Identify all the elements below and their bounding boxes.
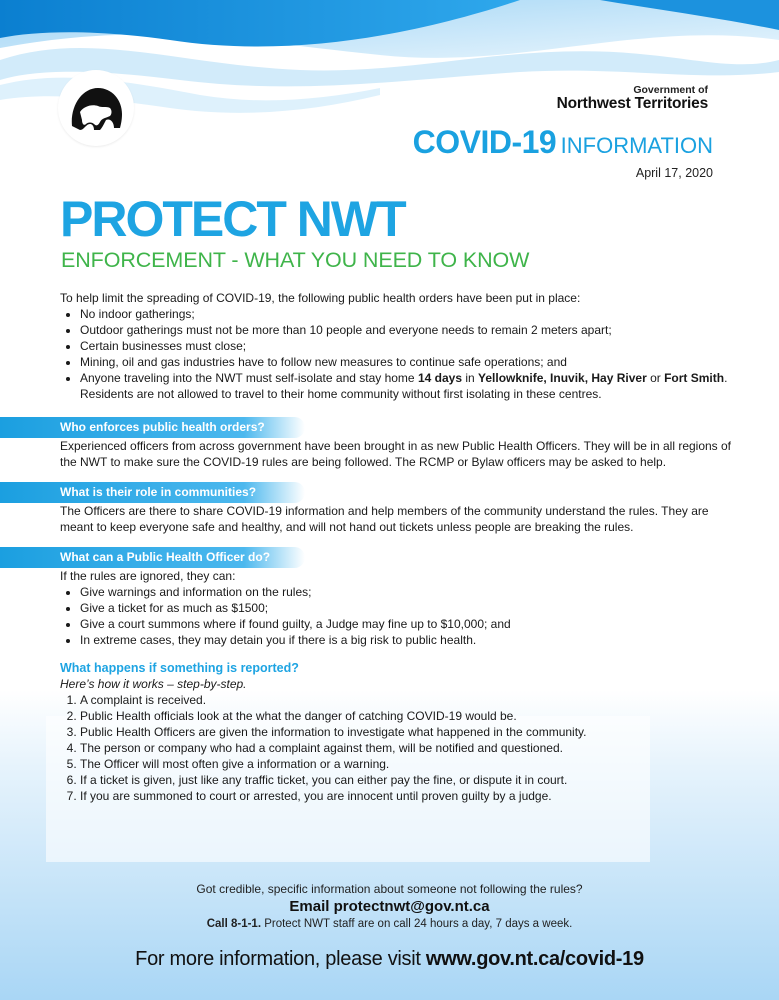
orders-list [60, 306, 740, 402]
list-item: • In extreme cases, they may detain you if there is a big risk to public health. [80, 632, 740, 648]
list-item: 5. The Officer will most often give a information or a warning. [80, 756, 740, 772]
text-span: or [646, 371, 665, 385]
list-item: 4. The person or company who had a complaint against them, will be notified and questioned. [80, 740, 740, 756]
section-body-who-enforces: Experienced officers from across government have been brought in as new Public Health Officers. They will be in all regions of the NWT to make sure the COVID-19 rules are being followed. The RCMP or Bylaw officers may be asked to help. [60, 439, 732, 469]
more-info-url: www.gov.nt.ca/covid-19 [425, 948, 644, 970]
page-subtitle: ENFORCEMENT - WHAT YOU NEED TO KNOW [61, 248, 530, 272]
text-span: in [462, 371, 479, 385]
list-item: 3. Public Health Officers are given the information to investigate what happened in the community. [80, 724, 740, 740]
call-number: Call 8-1-1. [206, 918, 262, 930]
footer-call [0, 918, 779, 930]
text-span: Anyone traveling into the NWT must self-isolate and stay home [80, 371, 418, 385]
publication-date: April 17, 2020 [635, 166, 713, 180]
list-item: • Give warnings and information on the rules; [80, 584, 740, 600]
covid-heading-small: INFORMATION [560, 133, 713, 158]
officer-powers-list [60, 584, 740, 648]
call-details: Protect NWT staff are on call 24 hours a day, 7 days a week. [261, 918, 573, 930]
list-item: 6. If a ticket is given, just like any traffic ticket, you can either pay the fine, or dispute it in court. [80, 772, 740, 788]
list-item: • Give a court summons where if found guilty, a Judge may fine up to $10,000; and [80, 616, 740, 632]
list-item: 7. If you are summoned to court or arrested, you are innocent until proven guilty by a judge. [80, 788, 740, 804]
section-heading-role: What is their role in communities? [0, 482, 305, 503]
reported-intro: Here’s how it works – step-by-step. [60, 677, 247, 691]
intro-lead: To help limit the spreading of COVID-19, the following public health orders have been put in place: [60, 291, 581, 305]
section-heading-who-enforces: Who enforces public health orders? [0, 417, 305, 438]
section-heading-officer-powers: What can a Public Health Officer do? [0, 547, 305, 568]
page-title: PROTECT NWT [60, 191, 405, 247]
list-item [80, 370, 740, 402]
text-span: Yellowknife, Inuvik, Hay River [478, 371, 647, 385]
reported-heading: What happens if something is reported? [60, 661, 299, 675]
footer-question: Got credible, specific information about someone not following the rules? [196, 882, 583, 896]
polar-bear-logo-icon [66, 78, 126, 138]
list-item: • Give a ticket for as much as $1500; [80, 600, 740, 616]
covid-information-heading [413, 124, 713, 161]
section-body-role: The Officers are there to share COVID-19 information and help members of the community understand the rules. They are meant to keep everyone safe and healthy, and will not hand out tickets unless people are breaking the rules. [60, 504, 709, 534]
list-item: • Mining, oil and gas industries have to follow new measures to continue safe operations; and [80, 354, 740, 370]
list-item: • Outdoor gatherings must not be more than 10 people and everyone needs to remain 2 meters apart; [80, 322, 740, 338]
list-item: 1. A complaint is received. [80, 692, 740, 708]
text-span: . Residents are not allowed to travel to their home community without first isolating in these centres. [80, 371, 728, 401]
government-of-label: Government of [633, 84, 708, 96]
list-item: 2. Public Health officials look at the what the danger of catching COVID-19 would be. [80, 708, 740, 724]
list-item: • No indoor gatherings; [80, 306, 740, 322]
government-name: Northwest Territories [556, 95, 708, 112]
footer-more-info [0, 948, 779, 971]
section-lead-officer-powers: If the rules are ignored, they can: [60, 569, 236, 583]
gnwt-logo [58, 70, 134, 146]
text-span: Fort Smith [664, 371, 725, 385]
main-content [60, 290, 740, 804]
covid-heading-big: COVID-19 [412, 124, 557, 160]
text-span: 14 days [417, 371, 462, 385]
list-item: • Certain businesses must close; [80, 338, 740, 354]
footer-email: Email protectnwt@gov.nt.ca [289, 898, 490, 915]
reported-steps-list [60, 692, 740, 804]
more-info-prefix: For more information, please visit [135, 948, 426, 970]
